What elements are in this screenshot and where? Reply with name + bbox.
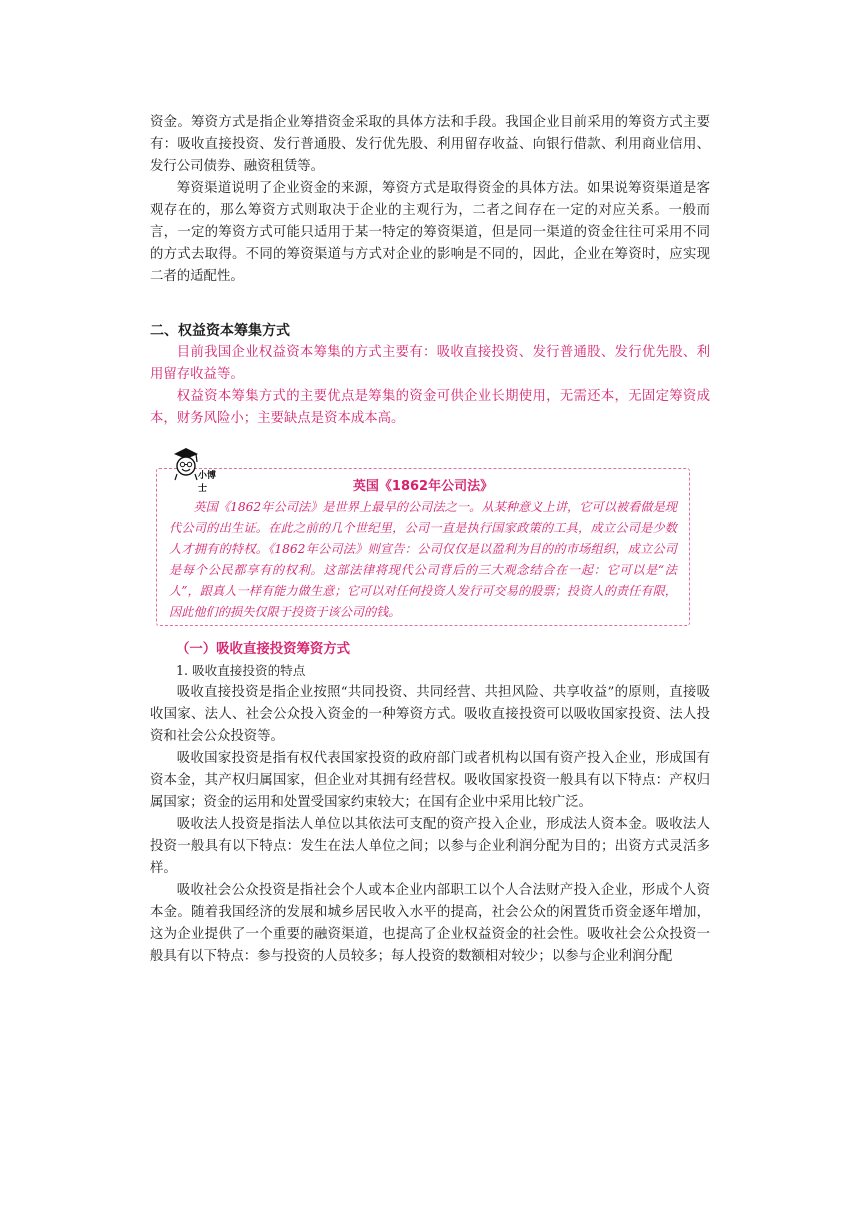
paragraph: 吸收国家投资是指有权代表国家投资的政府部门或者机构以国有资产投入企业，形成国有资本金，其产权归属国家，但企业对其拥有经营权。吸收国家投资一般具有以下特点：产权归属国家；资金的运用和处置受国家约束较大；在国有企业中采用比较广泛。: [150, 751, 710, 810]
paragraph: 吸收社会公众投资是指社会个人或本企业内部职工以个人合法财产投入企业，形成个人资本金。随着我国经济的发展和城乡居民收入水平的提高，社会公众的闲置货币资金逐年增加，这为企业提供了一个重要的融资渠道，也提高了企业权益资金的社会性。吸收社会公众投资一般具有以下特点：参与投资的人员较多；每人投资的数额相对较少；以参与企业利润分配: [150, 883, 710, 964]
paragraph: 筹资渠道说明了企业资金的来源，筹资方式是取得资金的具体方法。如果说筹资渠道是客观存在的，那么筹资方式则取决于企业的主观行为，二者之间存在一定的对应关系。一般而言，一定的筹资方式可能只适用于某一特定的筹资渠道，但是同一渠道的资金往往可采用不同的方式去取得。不同的筹资渠道与方式对企业的影响是不同的，因此，企业在筹资时，应实现二者的适配性。: [150, 181, 710, 284]
page-content: [150, 112, 710, 968]
item-heading: 1. 吸收直接投资的特点: [176, 663, 306, 678]
doctor-label: 小博士: [198, 471, 217, 494]
paragraph: 资金。筹资方式是指企业筹措资金采取的具体方法和手段。我国企业目前采用的筹资方式主要有：吸收直接投资、发行普通股、发行优先股、利用留存收益、向银行借款、利用商业信用、发行公司债券、融资租赁等。: [150, 115, 710, 174]
note-body: 英国《1862年公司法》是世界上最早的公司法之一。从某种意义上讲，它可以被看做是现代公司的出生证。在此之前的几个世纪里，公司一直是执行国家政策的工具，成立公司是少数人才拥有的特权。《1862年公司法》则宣告：公司仅仅是以盈利为目的的市场组织，成立公司是每个公民都享有的权利。这部法律将现代公司背后的三大观念结合在一起：它可以是“法人”，跟真人一样有能力做生意；它可以对任何投资人发行可交易的股票；投资人的责任有限，因此他们的损失仅限于投资于该公司的钱。: [169, 500, 677, 619]
paragraph: 目前我国企业权益资本筹集的方式主要有：吸收直接投资、发行普通股、发行优先股、利用留存收益等。: [150, 345, 710, 382]
note-callout: [150, 446, 710, 632]
doctor-icon: [170, 446, 224, 494]
section-heading: 二、权益资本筹集方式: [150, 323, 290, 339]
paragraph: 吸收法人投资是指法人单位以其依法可支配的资产投入企业，形成法人资本金。吸收法人投资一般具有以下特点：发生在法人单位之间；以参与企业利润分配为目的；出资方式灵活多样。: [150, 817, 710, 876]
paragraph: 权益资本筹集方式的主要优点是筹集的资金可供企业长期使用，无需还本，无固定筹资成本，财务风险小；主要缺点是资本成本高。: [150, 389, 710, 426]
paragraph: 吸收直接投资是指企业按照“共同投资、共同经营、共担风险、共享收益”的原则，直接吸收国家、法人、社会公众投入资金的一种筹资方式。吸收直接投资可以吸收国家投资、法人投资和社会公众投资等。: [150, 685, 710, 744]
note-title: 英国《1862年公司法》: [352, 479, 494, 494]
note-box: [156, 468, 690, 626]
subsection-heading: （一）吸收直接投资筹资方式: [176, 641, 351, 657]
